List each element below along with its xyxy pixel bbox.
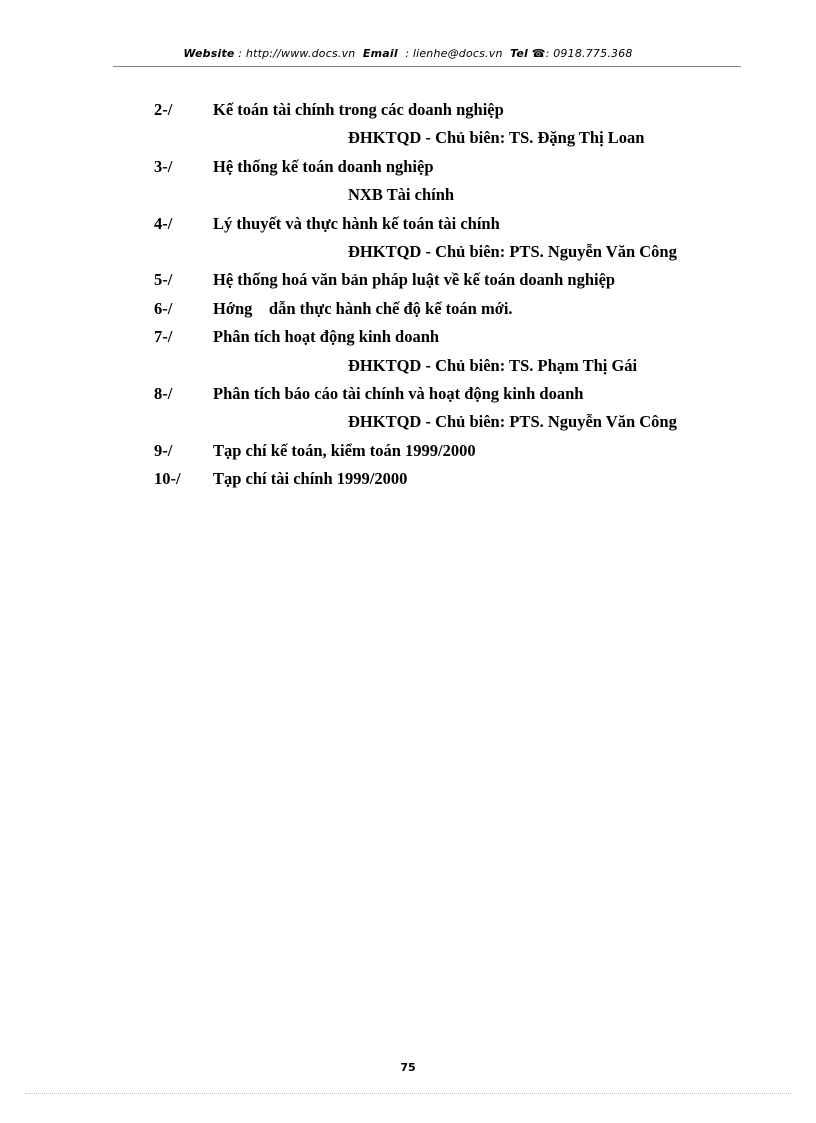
reference-source-text: ĐHKTQD - Chủ biên: PTS. Nguyễn Văn Công [348, 241, 677, 261]
reference-source-text: NXB Tài chính [348, 185, 455, 205]
reference-number: 6-/ [154, 298, 173, 318]
email-label: Email [362, 47, 398, 60]
reference-item [154, 295, 754, 323]
reference-source [154, 124, 754, 152]
reference-title: Hớng dẫn thực hành chế độ kế toán mới. [213, 298, 513, 318]
reference-number: 5-/ [154, 270, 173, 290]
reference-item [154, 96, 754, 124]
email-value: : lienhe@docs.vn [405, 47, 503, 60]
reference-source-text: ĐHKTQD - Chủ biên: TS. Đặng Thị Loan [348, 128, 645, 148]
reference-title: Tạp chí tài chính 1999/2000 [213, 469, 408, 489]
reference-source [154, 238, 754, 266]
reference-item [154, 380, 754, 408]
reference-source [154, 352, 754, 380]
reference-list [154, 96, 754, 493]
reference-title: Lý thuyết và thực hành kế toán tài chính [213, 213, 500, 233]
reference-number: 2-/ [154, 100, 173, 119]
reference-number: 9-/ [154, 440, 173, 460]
reference-number: 3-/ [154, 156, 173, 176]
reference-item [154, 323, 754, 351]
reference-source [154, 181, 754, 209]
phone-icon: ☎ [531, 47, 546, 60]
tel-value: : 0918.775.368 [545, 47, 633, 60]
footer-divider [25, 1093, 791, 1094]
reference-item [154, 465, 754, 493]
reference-number: 8-/ [154, 383, 173, 403]
website-label: Website [183, 47, 235, 60]
reference-number: 7-/ [154, 327, 173, 347]
reference-title: Tạp chí kế toán, kiểm toán 1999/2000 [213, 440, 476, 460]
website-value: : http://www.docs.vn [238, 47, 356, 60]
header-divider [113, 66, 741, 67]
reference-title: Hệ thống kế toán doanh nghiệp [213, 156, 434, 176]
page-number: 75 [400, 1061, 416, 1074]
reference-item [154, 266, 754, 294]
page-header [0, 47, 816, 60]
reference-title: Kế toán tài chính trong các doanh nghiệp [213, 100, 504, 119]
reference-item [154, 437, 754, 465]
reference-item [154, 153, 754, 181]
reference-title: Hệ thống hoá văn bản pháp luật về kế toán doanh nghiệp [213, 270, 616, 290]
reference-source-text: ĐHKTQD - Chủ biên: PTS. Nguyễn Văn Công [348, 412, 677, 432]
tel-label: Tel [510, 47, 529, 60]
reference-item [154, 210, 754, 238]
reference-number: 10-/ [154, 469, 181, 489]
reference-source-text: ĐHKTQD - Chủ biên: TS. Phạm Thị Gái [348, 355, 638, 375]
reference-title: Phân tích hoạt động kinh doanh [213, 327, 440, 347]
reference-title: Phân tích báo cáo tài chính và hoạt động kinh doanh [213, 383, 584, 403]
reference-number: 4-/ [154, 213, 173, 233]
reference-source [154, 408, 754, 436]
